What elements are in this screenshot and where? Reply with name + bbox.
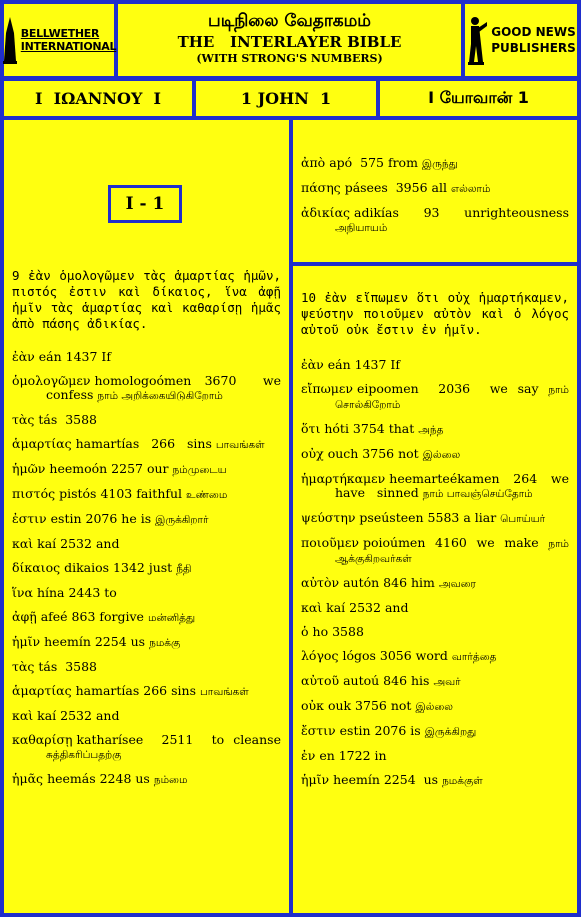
tamil-gloss: இல்லை [415,701,454,713]
greek-word: καθαρίσῃ [12,732,73,747]
gloss: en 1722 in [319,748,387,763]
greek-word: ὁμολογῶμεν [12,373,91,388]
tamil-gloss: அந்த [418,424,444,436]
lamp-icon [2,15,18,65]
greek-word: ἐστιν [12,511,47,526]
gloss: hína 2443 to [36,585,117,600]
gloss: heemín 2254 us [333,772,439,787]
greek-word: ὁ [301,624,309,639]
greek-word: οὐκ [301,698,324,713]
right-top-panel [293,120,577,262]
tamil-gloss: வார்த்தை [451,651,497,663]
greek-word: αὐτοῦ [301,673,340,688]
word-entry [301,674,569,689]
gloss: heemarteékamen 264 we have sinned [335,471,581,500]
gloss: adikías 93 unrighteousness [354,205,569,220]
right-bottom-panel [293,266,581,913]
tamil-gloss: உண்மை [186,489,228,501]
word-entry [12,437,281,452]
greek-word: λόγος [301,648,339,663]
word-list [301,156,569,245]
gloss: hóti 3754 that [324,421,415,436]
greek-word: καὶ [12,536,34,551]
greek-word: ἐὰν [301,357,324,372]
right-logo-line1: GOOD NEWS [491,25,576,39]
book-english [196,81,376,116]
gloss: autón 846 him [343,575,435,590]
gloss: heemoón 2257 our [49,461,169,476]
greek-word: αὐτὸν [301,575,340,590]
word-entry [12,350,281,364]
word-entry [12,684,281,699]
gloss: tás 3588 [38,412,98,427]
greek-word: πάσης [301,180,341,195]
tamil-gloss: பொய்யர் [500,513,546,525]
book-tamil-label: I யோவான் 1 [428,88,529,107]
tamil-gloss: நமக்குள் [442,775,483,787]
gloss: poioúmen 4160 we make [362,535,539,550]
verse-10-text: 10 ἐὰν εἴπωμεν ὅτι οὐχ ἡμαρτήκαμεν, ψεύστην ποιοῦμεν αὐτὸν καὶ ὁ λόγος αὐτοῦ οὐκ ἔστιν ἐν ἡμῖν. [301,290,569,337]
word-entry [301,206,569,235]
gloss: pásees 3956 all [344,180,447,195]
word-entry [301,699,569,714]
gloss: pseústeen 5583 a liar [359,510,497,525]
gloss: apó 575 from [329,155,418,170]
greek-word: τὰς [12,659,35,674]
gloss: kaí 2532 and [326,600,409,615]
gloss: estin 2076 is [339,723,421,738]
gloss: dikaios 1342 just [64,560,173,575]
word-entry [301,601,569,615]
page-title: THE INTERLAYER BIBLE [177,33,402,51]
gloss: heemín 2254 us [44,634,146,649]
word-entry [301,447,569,462]
gloss: afeé 863 forgive [40,609,144,624]
tamil-gloss: நீதி [176,563,192,575]
tamil-gloss: இல்லை [422,449,461,461]
tamil-gloss: பாவங்கள் [215,439,265,451]
tamil-gloss: நாம் சொல்கிறோம் [335,384,569,411]
greek-word: ἐν [301,748,316,763]
page-subtitle: (WITH STRONG'S NUMBERS) [196,52,383,65]
book-greek [4,81,192,116]
greek-word: πιστός [12,486,56,501]
gloss: eán 1437 If [38,349,111,364]
greek-word: ἐὰν [12,349,35,364]
man-trumpet-icon [466,14,488,66]
tamil-gloss: இருந்து [421,158,458,170]
greek-word: ἁμαρτίας [12,436,72,451]
gloss: tás 3588 [38,659,98,674]
word-entry [12,772,281,787]
tamil-gloss: அவர் [433,676,461,688]
chapter-label-text: I - 1 [125,194,165,214]
tamil-gloss: நம்மை [153,774,188,786]
greek-word: καὶ [301,600,323,615]
tamil-gloss: சுத்திகரிப்பதற்கு [46,749,122,761]
bellwether-logo [4,4,117,76]
greek-word: ποιοῦμεν [301,535,359,550]
greek-word: ἀφῇ [12,609,37,624]
greek-word: ἵνα [12,585,33,600]
greek-word: ἀπὸ [301,155,326,170]
title-block [118,4,461,76]
gloss: eán 1437 If [327,357,400,372]
book-tamil [380,81,577,116]
word-entry [301,773,569,788]
gloss: hamartías 266 sins [75,436,212,451]
greek-word: ἡμῶν [12,461,46,476]
gloss: ho 3588 [312,624,364,639]
word-entry [12,733,281,762]
tamil-gloss: இருக்கிறது [424,726,477,738]
greek-word: ἡμῖν [301,772,330,787]
book-english-label: 1 JOHN 1 [240,89,332,108]
verse-9-text: 9 ἐὰν ὁμολογῶμεν τὰς ἁμαρτίας ἡμῶν, πιστός ἐστιν καὶ δίκαιος, ἵνα ἀφῇ ἡμῖν τὰς ἁμαρτίας καὶ καθαρίσῃ ἡμᾶς ἀπὸ πάσης ἀδικίας. [12,268,281,331]
chapter-label [108,185,182,223]
greek-word: ἀδικίας [301,205,351,220]
left-column [4,120,289,913]
word-entry [301,156,569,171]
greek-word: καὶ [12,708,34,723]
tamil-gloss: நாம் பாவஞ்செய்தோம் [422,488,533,500]
word-entry [12,586,281,600]
word-entry [301,358,569,372]
greek-word: ἔστιν [301,723,336,738]
book-greek-label: I ΙΩΑΝΝΟΥ I [35,89,161,108]
greek-word: ἁμαρτίας [12,683,72,698]
greek-word: ἡμαρτήκαμεν [301,471,386,486]
word-entry [12,635,281,650]
word-entry [12,373,285,403]
greek-word: ψεύστην [301,510,356,525]
word-entry [301,724,569,739]
word-entry [12,660,281,674]
word-entry [12,462,281,477]
gloss: lógos 3056 word [342,648,448,663]
greek-word: οὐχ [301,446,324,461]
word-entry [301,576,569,591]
tamil-gloss: பாவங்கள் [199,686,249,698]
word-entry [12,413,281,427]
gloss: eipoomen 2036 we say [356,381,539,396]
word-entry [301,511,569,526]
word-entry [12,561,281,576]
good-news-logo [465,4,577,76]
greek-word: εἴπωμεν [301,381,353,396]
gloss: autoú 846 his [343,673,430,688]
tamil-gloss: அவரை [438,578,476,590]
gloss: kaí 2532 and [37,708,120,723]
gloss: hamartías 266 sins [75,683,196,698]
gloss: pistós 4103 faithful [59,486,183,501]
greek-word: ἡμᾶς [12,771,44,786]
word-entry [12,512,281,527]
word-list [12,349,285,787]
word-entry [301,649,569,664]
word-entry [12,537,281,551]
tamil-gloss: நம்முடைய [172,464,227,476]
gloss: estin 2076 he is [50,511,152,526]
word-entry [12,709,281,723]
gloss: ouch 3756 not [327,446,419,461]
word-list [301,357,581,788]
greek-word: δίκαιος [12,560,61,575]
word-entry [301,536,569,566]
greek-word: ἡμῖν [12,634,41,649]
word-entry [301,749,569,763]
greek-word: τὰς [12,412,35,427]
tamil-gloss: எல்லாம் [450,183,491,195]
word-entry [301,625,569,639]
word-entry [12,487,281,502]
tamil-gloss: நமக்கு [149,637,181,649]
tamil-gloss: அநியாயம் [335,222,388,234]
gloss: ouk 3756 not [327,698,412,713]
word-entry [301,382,569,412]
tamil-gloss: நாம் ஆக்குகிறவர்கள் [335,538,569,565]
tamil-gloss: நாம் அறிக்கையிடுகிறோம் [97,390,223,402]
tamil-title: படிநிலை வேதாகமம் [208,11,371,31]
word-entry [12,610,281,625]
word-entry [301,422,569,437]
gloss: homologoómen 3670 we confess [46,373,285,402]
greek-word: ὅτι [301,421,321,436]
word-entry [301,181,569,196]
word-entry [301,471,581,501]
left-logo-line2: INTERNATIONAL [20,40,117,53]
gloss: heemás 2248 us [47,771,150,786]
gloss: katharísee 2511 to cleanse [76,732,281,747]
gloss: kaí 2532 and [37,536,120,551]
right-logo-line2: PUBLISHERS [491,41,576,55]
left-logo-line1: BELLWETHER [20,27,100,40]
tamil-gloss: இருக்கிறார் [155,514,209,526]
tamil-gloss: மன்னித்து [147,612,196,624]
